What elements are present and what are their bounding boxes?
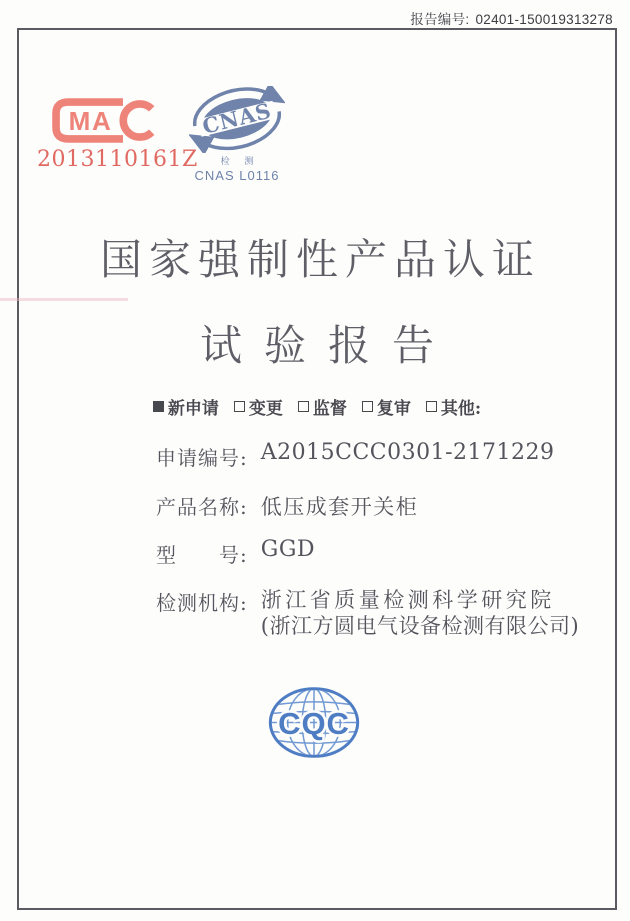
cma-letters: MA: [68, 105, 113, 136]
application-type-option-other: [426, 394, 481, 419]
report-number-value: 02401-150019313278: [475, 12, 613, 27]
checkbox-unchecked-icon: [426, 401, 437, 412]
scan-artifact-line: [0, 298, 128, 301]
field-product-name: [156, 491, 418, 521]
test-agency-name: 浙江省质量检测科学研究院: [260, 588, 555, 612]
option-label: 监督: [312, 399, 347, 419]
field-model: [156, 539, 315, 568]
application-type-option-new: [153, 394, 219, 419]
checkbox-unchecked-icon: [362, 401, 373, 412]
cma-certificate-number: 2013110161Z: [37, 147, 198, 172]
checkbox-checked-icon: [153, 401, 164, 412]
application-type-row: [19, 394, 615, 419]
test-agency-alias: (浙江方圆电气设备检测有限公司): [260, 614, 580, 638]
field-label: 申请编号:: [156, 446, 248, 470]
document-border-frame: [17, 28, 617, 910]
cnas-letters: CNAS: [199, 97, 274, 139]
cnas-caption: 检 测: [220, 157, 260, 167]
option-label: 复审: [376, 399, 411, 419]
field-value: 低压成套开关柜: [260, 495, 419, 519]
application-type-option-change: [234, 394, 283, 419]
cqc-logo-block: [267, 684, 363, 761]
option-label: 其他:: [440, 399, 482, 419]
application-type-option-review: [362, 394, 411, 419]
option-label: 变更: [248, 399, 283, 419]
cnas-accreditation-block: [177, 86, 297, 183]
cqc-letters: CQC: [278, 705, 350, 741]
field-label: 型 号:: [156, 543, 248, 567]
report-number-label: 报告编号:: [410, 12, 470, 27]
cma-logo-icon: [52, 98, 158, 143]
field-value: GGD: [260, 537, 316, 562]
field-value: [261, 587, 579, 639]
field-test-agency: [156, 587, 579, 639]
checkbox-unchecked-icon: [298, 401, 309, 412]
cnas-registration-number: CNAS L0116: [194, 168, 280, 183]
document-subtitle: 试验报告: [199, 321, 456, 370]
field-label: 产品名称:: [156, 495, 248, 519]
application-type-option-supervision: [298, 394, 347, 419]
field-label: 检测机构:: [156, 591, 248, 615]
cma-accreditation-block: [37, 98, 198, 172]
field-application-number: [156, 442, 555, 471]
option-label: 新申请: [167, 399, 219, 419]
checkbox-unchecked-icon: [234, 401, 245, 412]
document-title: 国家强制性产品认证: [99, 235, 541, 284]
cnas-logo-icon: [189, 86, 285, 153]
cqc-logo-icon: [267, 684, 361, 761]
report-number: [410, 8, 613, 28]
field-value: A2015CCC0301-2171229: [260, 440, 555, 465]
